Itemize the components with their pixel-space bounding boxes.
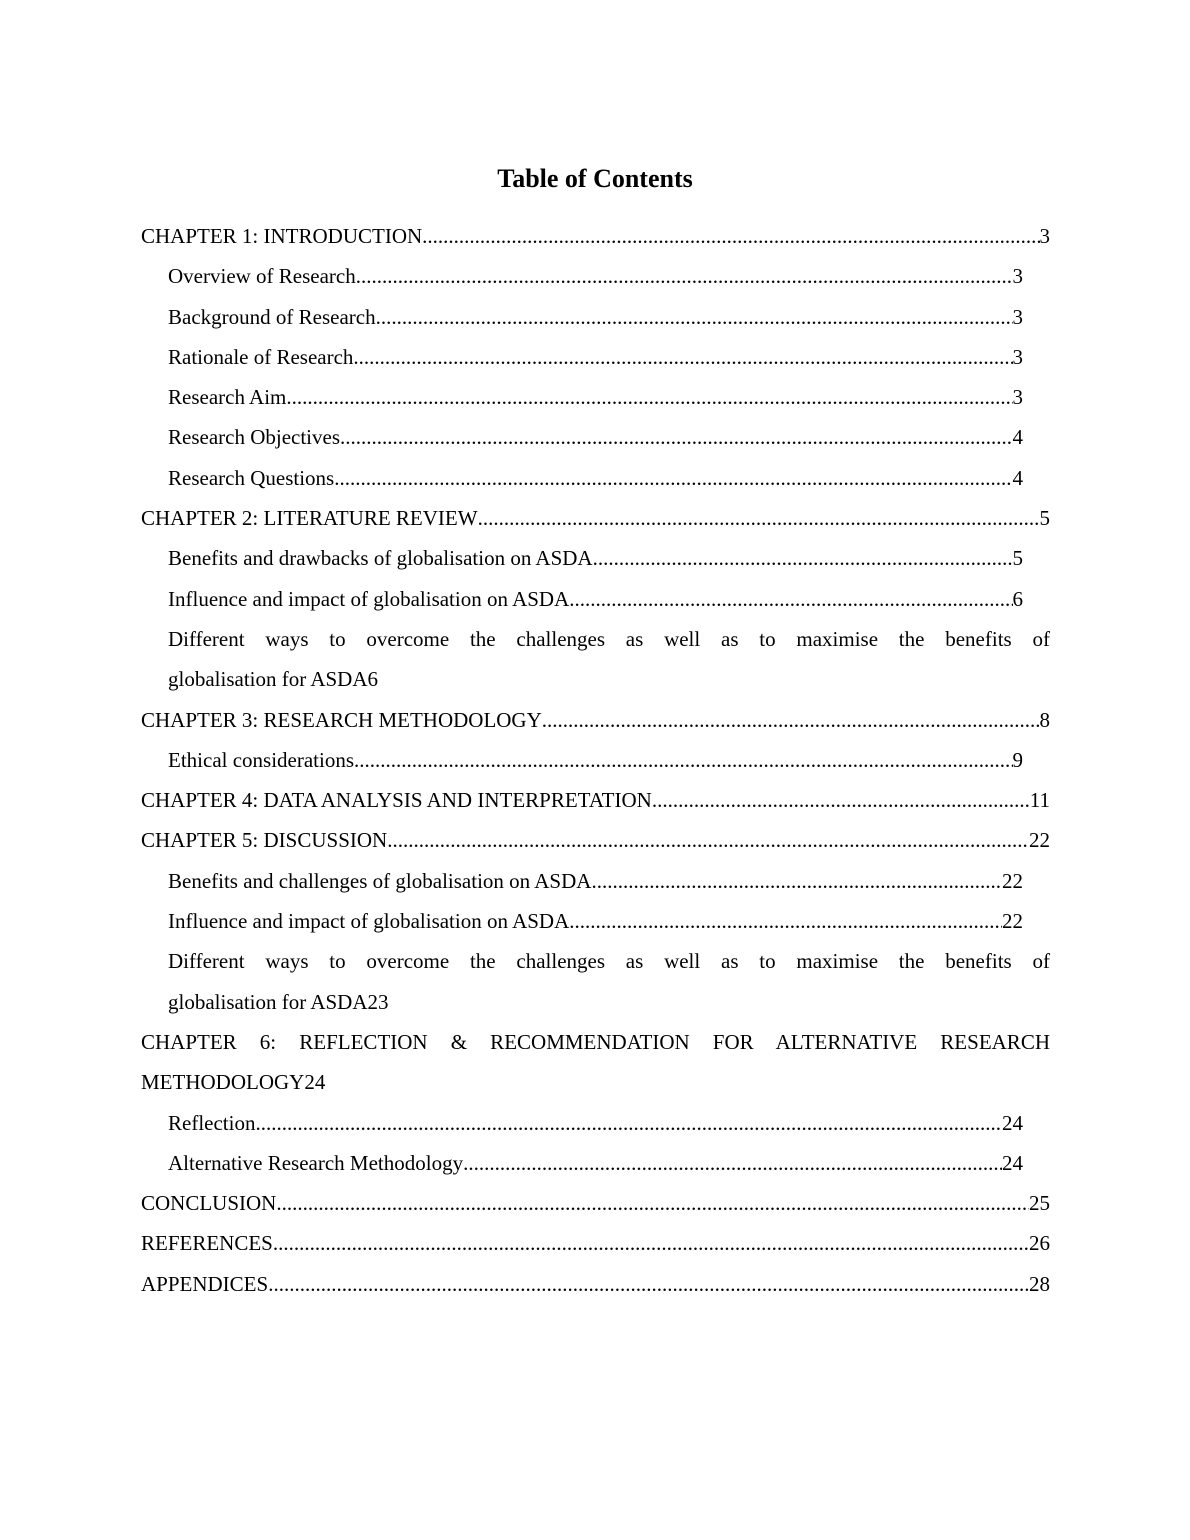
- toc-entry-benefits-and-drawbacks[interactable]: [141, 538, 1023, 578]
- toc-entry-different-ways-ch5[interactable]: [141, 941, 1050, 1022]
- dot-leader: [353, 337, 1012, 377]
- toc-page-number: 3: [1039, 224, 1050, 248]
- toc-page-number: 6: [367, 667, 378, 692]
- toc-entry-overview-of-research[interactable]: [141, 256, 1023, 296]
- toc-entry-text: Rationale of Research: [168, 344, 354, 369]
- toc-entry-research-aim[interactable]: [141, 377, 1023, 417]
- toc-entry-chapter-1[interactable]: [141, 216, 1050, 256]
- toc-entry-research-objectives[interactable]: [141, 417, 1023, 457]
- toc-page-number: 28: [1029, 1271, 1050, 1296]
- toc-list: [141, 216, 1050, 1304]
- toc-entry-text: CONCLUSION: [141, 1191, 277, 1216]
- toc-entry-ethical-considerations[interactable]: [141, 740, 1023, 780]
- toc-page-number: 11: [1029, 788, 1050, 813]
- toc-page-number: 22: [1002, 909, 1023, 934]
- toc-entry-rationale-of-research[interactable]: [141, 337, 1023, 377]
- toc-entry-text: Influence and impact of globalisation on ASDA: [168, 586, 570, 611]
- toc-entry-text: Research Questions: [168, 465, 335, 490]
- toc-entry-chapter-5[interactable]: [141, 820, 1050, 860]
- toc-page-number: 3: [1012, 385, 1023, 410]
- toc-entry-text: Reflection: [168, 1110, 256, 1135]
- toc-entry-text-line-1: CHAPTER 6: REFLECTION & RECOMMENDATION FOR ALTERNATIVE RESEARCH: [141, 1029, 1050, 1054]
- dot-leader: [422, 216, 1039, 256]
- toc-entry-chapter-4[interactable]: [141, 780, 1050, 820]
- dot-leader: [273, 1223, 1029, 1263]
- toc-entry-text: Benefits and drawbacks of globalisation on ASDA: [168, 546, 593, 571]
- dot-leader: [356, 256, 1013, 296]
- dot-leader: [463, 1143, 1002, 1183]
- toc-entry-text: Background of Research: [168, 304, 376, 329]
- dot-leader: [376, 297, 1013, 337]
- toc-entry-appendices[interactable]: [141, 1264, 1050, 1304]
- toc-page-number: 5: [1012, 546, 1023, 571]
- toc-entry-text: CHAPTER 2: LITERATURE REVIEW: [141, 506, 478, 531]
- dot-leader: [542, 700, 1040, 740]
- toc-entry-text: Influence and impact of globalisation on ASDA: [168, 909, 570, 934]
- toc-page-number: 6: [1012, 586, 1023, 611]
- toc-entry-text-line-1: Different ways to overcome the challenges as well as to maximise the benefits of: [168, 626, 1050, 651]
- toc-page-number: 3: [1012, 344, 1023, 369]
- toc-entry-text-line-2: globalisation for ASDA: [168, 667, 368, 692]
- toc-page-number: 3: [1012, 264, 1023, 289]
- toc-entry-background-of-research[interactable]: [141, 297, 1023, 337]
- toc-page-number: 26: [1029, 1231, 1050, 1256]
- dot-leader: [334, 458, 1012, 498]
- toc-entry-text-line-2: METHODOLOGY: [141, 1070, 305, 1095]
- toc-page-number: 24: [1002, 1110, 1023, 1135]
- toc-page-number: 22: [1029, 828, 1050, 853]
- dot-leader: [478, 498, 1040, 538]
- toc-entry-text-line-1: Different ways to overcome the challenges as well as to maximise the benefits of: [168, 949, 1050, 974]
- toc-entry-text-line-2: globalisation for ASDA: [168, 989, 368, 1014]
- dot-leader: [591, 861, 1002, 901]
- toc-entry-text: CHAPTER 1: INTRODUCTION: [141, 224, 423, 248]
- dot-leader: [286, 377, 1012, 417]
- toc-entry-chapter-3[interactable]: [141, 700, 1050, 740]
- dot-leader: [593, 538, 1013, 578]
- toc-entry-text: APPENDICES: [141, 1271, 269, 1296]
- dot-leader: [652, 780, 1030, 820]
- toc-entry-research-questions[interactable]: [141, 458, 1023, 498]
- dot-leader: [569, 579, 1012, 619]
- toc-page-number: 25: [1029, 1191, 1050, 1216]
- toc-entry-reflection[interactable]: [141, 1103, 1023, 1143]
- dot-leader: [276, 1183, 1029, 1223]
- toc-entry-text: Research Aim: [168, 385, 287, 410]
- toc-page-number: 3: [1012, 304, 1023, 329]
- toc-page-number: 23: [367, 989, 389, 1014]
- toc-page-number: 9: [1012, 747, 1023, 772]
- dot-leader: [268, 1264, 1029, 1304]
- toc-page-number: 8: [1039, 707, 1050, 732]
- toc-entry-alternative-research-methodology[interactable]: [141, 1143, 1023, 1183]
- toc-page-number: 4: [1012, 425, 1023, 450]
- toc-entry-text: CHAPTER 4: DATA ANALYSIS AND INTERPRETATION: [141, 788, 652, 813]
- toc-entry-text: REFERENCES: [141, 1231, 273, 1256]
- toc-entry-text: Alternative Research Methodology: [168, 1150, 464, 1175]
- toc-page-number: 24: [1002, 1150, 1023, 1175]
- dot-leader: [387, 820, 1029, 860]
- toc-entry-text: CHAPTER 5: DISCUSSION: [141, 828, 388, 853]
- toc-page-number: 5: [1039, 506, 1050, 531]
- toc-entry-references[interactable]: [141, 1223, 1050, 1263]
- toc-entry-different-ways-ch2[interactable]: [141, 619, 1050, 700]
- toc-entry-chapter-6[interactable]: [141, 1022, 1050, 1103]
- dot-leader: [569, 901, 1002, 941]
- toc-entry-conclusion[interactable]: [141, 1183, 1050, 1223]
- page-title: Table of Contents: [497, 164, 693, 193]
- toc-entry-text: Overview of Research: [168, 264, 356, 289]
- toc-entry-text: Ethical considerations: [168, 747, 355, 772]
- toc-page-number: 4: [1012, 465, 1023, 490]
- toc-page-number: 22: [1002, 868, 1023, 893]
- toc-entry-influence-and-impact-ch5[interactable]: [141, 901, 1023, 941]
- toc-entry-benefits-and-challenges[interactable]: [141, 861, 1023, 901]
- dot-leader: [255, 1103, 1002, 1143]
- dot-leader: [354, 740, 1012, 780]
- toc-entry-influence-and-impact-ch2[interactable]: [141, 579, 1023, 619]
- toc-page-number: 24: [304, 1070, 326, 1095]
- toc-entry-text: CHAPTER 3: RESEARCH METHODOLOGY: [141, 707, 542, 732]
- toc-entry-text: Benefits and challenges of globalisation on ASDA: [168, 868, 592, 893]
- dot-leader: [340, 417, 1012, 457]
- toc-entry-text: Research Objectives: [168, 425, 341, 450]
- toc-entry-chapter-2[interactable]: [141, 498, 1050, 538]
